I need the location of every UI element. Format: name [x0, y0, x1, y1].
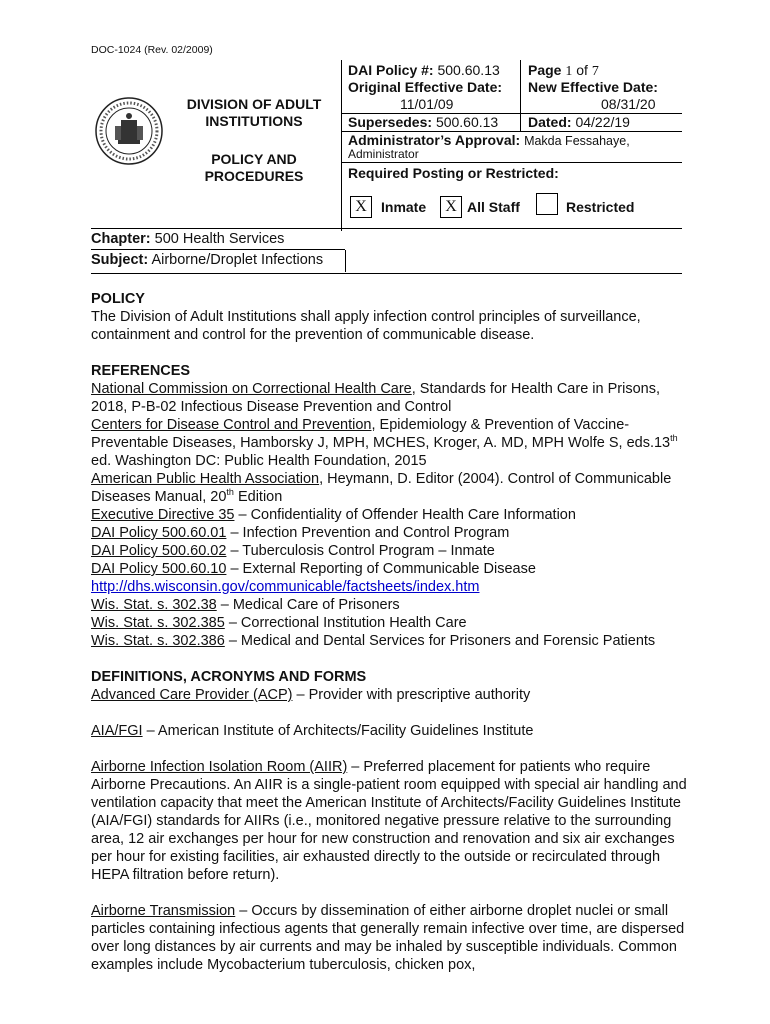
- header-rule-3: [341, 162, 682, 163]
- reference-link[interactable]: DAI Policy 500.60.10: [91, 561, 227, 577]
- subject-label: Subject:: [91, 252, 149, 268]
- new-effective-date: 08/31/20: [601, 96, 656, 112]
- reference-item: [91, 560, 691, 578]
- page-of: of: [576, 62, 588, 78]
- policy-procedures-title: POLICY AND PROCEDURES: [204, 151, 304, 184]
- definitions-heading: DEFINITIONS, ACRONYMS AND FORMS: [91, 669, 367, 685]
- dated-value: 04/22/19: [575, 114, 630, 130]
- chapter-value: 500 Health Services: [154, 231, 285, 247]
- definition-item: [91, 722, 691, 740]
- definition-item: [91, 758, 691, 884]
- inmate-checkbox[interactable]: X: [350, 196, 372, 218]
- reference-item: [91, 542, 691, 560]
- reference-link[interactable]: Centers for Disease Control and Prevention: [91, 417, 372, 433]
- policy-number-label: DAI Policy #:: [348, 62, 434, 78]
- state-seal-icon: [94, 96, 164, 166]
- reference-link[interactable]: Wis. Stat. s. 302.385: [91, 615, 225, 631]
- approval-name: Makda Fessahaye,: [524, 134, 630, 148]
- reference-text: , Epidemiology & Prevention of Vaccine-Preventable Diseases, Hamborsky J, MPH, MCHES, Kroger, A. MD, MPH Wolfe S, eds.13: [91, 417, 671, 451]
- definition-term: Airborne Transmission: [91, 903, 236, 919]
- definition-text: – Provider with prescriptive authority: [292, 687, 531, 703]
- chapter-label: Chapter:: [91, 231, 151, 247]
- reference-text: – Tuberculosis Control Program – Inmate: [226, 543, 495, 559]
- reference-text: – Confidentiality of Offender Health Care Information: [234, 507, 576, 523]
- approval-label: Administrator’s Approval:: [348, 132, 521, 148]
- dated-label: Dated:: [528, 114, 572, 130]
- definition-term: Advanced Care Provider (ACP): [91, 687, 293, 703]
- all-staff-label: All Staff: [467, 199, 520, 215]
- reference-item: [91, 416, 691, 470]
- reference-item: [91, 506, 691, 524]
- page-number: 1: [565, 64, 573, 79]
- policy-number: [348, 62, 500, 79]
- definition-term: AIA/FGI: [91, 723, 143, 739]
- reference-item: [91, 632, 691, 650]
- policy-heading: POLICY: [91, 291, 145, 307]
- reference-link[interactable]: American Public Health Association: [91, 471, 320, 487]
- reference-text: – External Reporting of Communicable Disease: [226, 561, 536, 577]
- reference-text: ed. Washington DC: Public Health Foundation, 2015: [91, 453, 427, 469]
- posting-label: Required Posting or Restricted:: [348, 165, 559, 181]
- definition-text: – American Institute of Architects/Facility Guidelines Institute: [142, 723, 534, 739]
- policy-text: The Division of Adult Institutions shall apply infection control principles of surveillance, containment and control for the prevention of communicable disease.: [91, 309, 641, 343]
- reference-text: – Correctional Institution Health Care: [224, 615, 467, 631]
- definition-text: – Occurs by dissemination of either airborne droplet nuclei or small particles containing infectious agents that generally remain infective over time, are dispersed over long distances by air currents and may be inhaled by susceptible individuals. Common examples include Mycobacterium tuberculosis, chicken pox,: [91, 903, 685, 973]
- original-effective-date: 11/01/09: [400, 96, 454, 112]
- reference-text: , Heymann, D. Editor (2004). Control of Communicable Diseases Manual, 20: [91, 471, 672, 505]
- definition-text: – Preferred placement for patients who require Airborne Precautions. An AIIR is a single-patient room equipped with special air handling and ventilation capacity that meet the American Institute of Architects/Facility Guidelines Institute (AIA/FGI) standards for AIIRs (i.e., monitored negative pressure relative to the surrounding area, 12 air exchanges per hour for new construction and renovation and six air exchanges per hour for existing facilities, air exhausted directly to the outside or recirculated through HEPA filtration before return).: [91, 759, 687, 883]
- reference-item: [91, 380, 691, 416]
- superscript: th: [670, 433, 678, 444]
- policy-number-value: 500.60.13: [437, 62, 500, 78]
- division-title: DIVISION OF ADULT INSTITUTIONS: [186, 96, 322, 129]
- new-effective-label: New Effective Date:: [528, 79, 658, 95]
- reference-item: [91, 596, 691, 614]
- reference-text: Edition: [233, 489, 283, 505]
- subject-rule: [345, 250, 346, 272]
- reference-link[interactable]: Wis. Stat. s. 302.386: [91, 633, 225, 649]
- supersedes-value: 500.60.13: [435, 114, 499, 130]
- reference-link[interactable]: DAI Policy 500.60.01: [91, 525, 227, 541]
- original-effective-label: Original Effective Date:: [348, 79, 503, 95]
- reference-text: – Medical and Dental Services for Prisoners and Forensic Patients: [224, 633, 656, 649]
- header-left-rule: [341, 60, 342, 231]
- reference-item: [91, 614, 691, 632]
- reference-text: – Medical Care of Prisoners: [216, 597, 400, 613]
- all-staff-checkbox[interactable]: X: [440, 196, 462, 218]
- page-indicator: [528, 62, 599, 80]
- reference-item: [91, 524, 691, 542]
- restricted-label: Restricted: [566, 199, 635, 215]
- reference-url-link[interactable]: http://dhs.wisconsin.gov/communicable/factsheets/index.htm: [91, 579, 480, 595]
- definition-item: [91, 902, 691, 974]
- inmate-label: Inmate: [381, 199, 427, 215]
- reference-link[interactable]: Wis. Stat. s. 302.38: [91, 597, 217, 613]
- document-body: [91, 290, 691, 974]
- reference-link[interactable]: National Commission on Correctional Health Care: [91, 381, 412, 397]
- reference-text: – Infection Prevention and Control Program: [226, 525, 510, 541]
- supersedes-label: Supersedes:: [348, 114, 433, 130]
- definition-term: Airborne Infection Isolation Room (AIIR): [91, 759, 348, 775]
- reference-text: , Standards for Health Care in Prisons, 2018, P-B-02 Infectious Disease Prevention and Control: [91, 381, 660, 415]
- superscript: th: [226, 487, 234, 498]
- reference-link[interactable]: DAI Policy 500.60.02: [91, 543, 227, 559]
- header-mid-rule: [520, 60, 521, 132]
- subject-value: Airborne/Droplet Infections: [151, 252, 324, 268]
- reference-item: [91, 470, 691, 506]
- references-heading: REFERENCES: [91, 363, 191, 379]
- reference-link[interactable]: Executive Directive 35: [91, 507, 235, 523]
- reference-item: [91, 578, 691, 596]
- form-number: DOC-1024 (Rev. 02/2009): [91, 44, 213, 56]
- supersedes: [348, 114, 498, 131]
- page-label: Page: [528, 62, 562, 78]
- chapter-subject-box: [91, 228, 682, 274]
- restricted-checkbox[interactable]: [536, 193, 558, 215]
- subject-line: [91, 249, 345, 270]
- approval-title: Administrator: [348, 147, 419, 161]
- chapter-line: [91, 229, 682, 249]
- page-total: 7: [591, 64, 599, 79]
- definition-item: [91, 686, 691, 704]
- dated: [528, 114, 630, 131]
